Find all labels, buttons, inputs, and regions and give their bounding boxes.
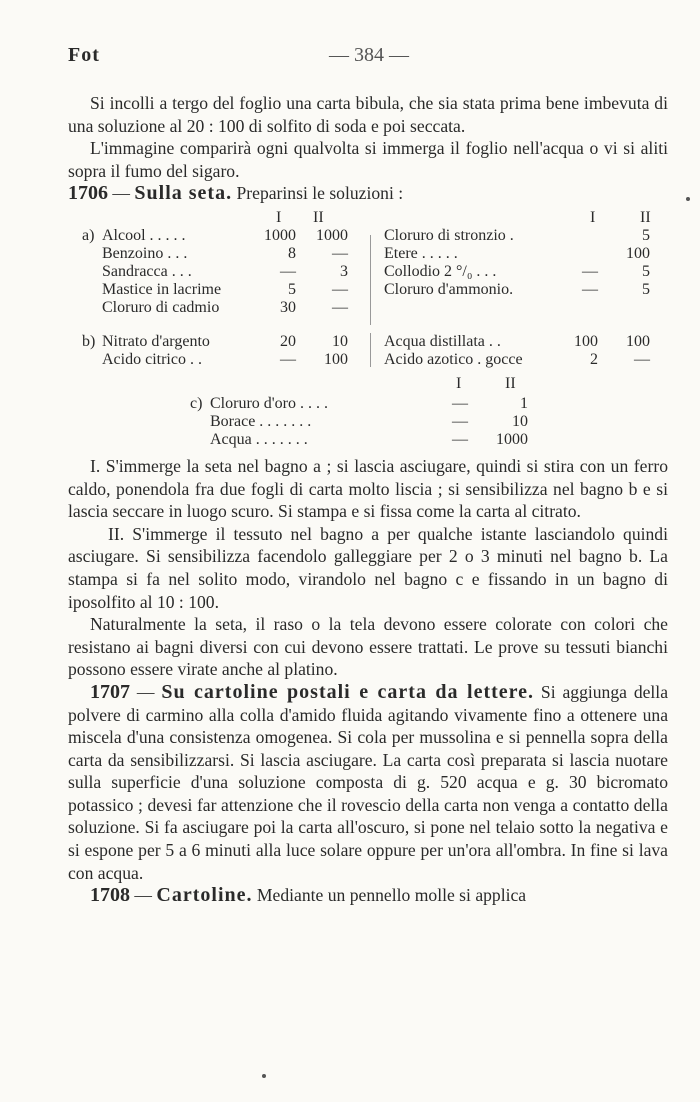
c-i-0: — bbox=[452, 394, 468, 412]
col-header-II: II bbox=[313, 208, 324, 226]
b-right-i-1: 2 bbox=[590, 350, 598, 368]
a-left-ii-4: — bbox=[332, 298, 348, 316]
a-right-name-3: Cloruro d'ammonio. bbox=[384, 280, 514, 298]
recipe-table bbox=[68, 205, 668, 495]
margin-speck bbox=[686, 197, 690, 201]
section-1708 bbox=[68, 884, 668, 907]
col-header-I: I bbox=[276, 208, 282, 226]
c-name-0: Cloruro d'oro . . . . bbox=[210, 394, 328, 412]
b-right-i-0: 100 bbox=[574, 332, 598, 350]
page-number: — 384 — bbox=[329, 44, 409, 66]
a-left-i-1: 8 bbox=[288, 244, 296, 262]
a-right-ii-3: 5 bbox=[642, 280, 650, 298]
section-title: Su cartoline postali e carta da lettere. bbox=[161, 680, 535, 703]
b-left-name-1: Acido citrico . . bbox=[102, 350, 202, 368]
a-right-name-1: Etere . . . . . bbox=[384, 244, 458, 262]
b-right-ii-1: — bbox=[634, 350, 650, 368]
col-header-I-right: I bbox=[590, 208, 596, 226]
a-left-ii-0: 1000 bbox=[316, 226, 348, 244]
a-right-i-2: — bbox=[582, 262, 598, 280]
a-left-name-3: Mastice in lacrime bbox=[102, 280, 222, 298]
b-left-ii-0: 10 bbox=[332, 332, 348, 350]
label-a: a) bbox=[82, 226, 95, 244]
section-dash: — bbox=[112, 183, 130, 204]
section-number: 1707 bbox=[90, 680, 130, 703]
a-left-i-3: 5 bbox=[288, 280, 296, 298]
paragraph-intro-2: L'immagine comparirà ogni qualvolta si immerga il foglio nell'acqua o vi si aliti sopra il fumo del sigaro. bbox=[68, 138, 668, 181]
a-left-name-1: Benzoino . . . bbox=[102, 244, 188, 262]
col-header-II-right: II bbox=[640, 208, 651, 226]
b-left-i-0: 20 bbox=[280, 332, 296, 350]
paragraph-method-II: II. S'immerge il tessuto nel bagno a per qualche istante lasciandolo quindi asciugare. Si sensibilizza facendolo galleggiare per 2 o 3 minuti nel bagno b. La stampa si fa nel solito modo, virandolo nel bagno c e fissando in un bagno di iposolfito al 10 : 100. bbox=[68, 523, 668, 612]
running-head: Fot bbox=[68, 44, 100, 66]
section-text: Si aggiunga della polvere di carmino alla colla d'amido fluida agitando vivamente fino a ottenere una miscela d'una consistenza omogenea. Si cola per mussolina e si pennella sopra della carta da sensibilizzarsi. Si lascia asciugare. La carta così preparata si lascia nuotare sulla superficie d'una soluzione composta di g. 520 acqua e g. 30 bicromato potassico ; devesi far attenzione che il rovescio della carta non venga a contatto della soluzione. Si fa asciugare poi la carta all'oscuro, si pone nel telaio sotto la negativa e si espone per 5 a 6 minuti alla luce solare oppure per un'ora all'ombra. In fine si lava con acqua. bbox=[68, 681, 669, 883]
paragraph-intro-1: Si incolli a tergo del foglio una carta bibula, che sia stata prima bene imbevuta di una soluzione al 20 : 100 di solfito di soda e poi seccata. bbox=[68, 93, 668, 136]
footer-speck bbox=[262, 1074, 266, 1078]
section-number: 1706 bbox=[68, 182, 108, 205]
section-lead: Preparinsi le soluzioni : bbox=[236, 183, 404, 204]
a-right-ii-2: 5 bbox=[642, 262, 650, 280]
page-body bbox=[68, 92, 668, 907]
a-left-ii-2: 3 bbox=[340, 262, 348, 280]
a-left-i-2: — bbox=[280, 262, 296, 280]
c-col-header-I: I bbox=[456, 374, 462, 392]
a-right-name-0: Cloruro di stronzio . bbox=[384, 226, 514, 244]
c-name-2: Acqua . . . . . . . bbox=[210, 430, 308, 448]
c-name-1: Borace . . . . . . . bbox=[210, 412, 312, 430]
a-left-name-4: Cloruro di cadmio bbox=[102, 298, 220, 316]
c-i-1: — bbox=[452, 412, 468, 430]
c-ii-0: 1 bbox=[520, 394, 528, 412]
column-separator bbox=[370, 235, 371, 325]
b-right-ii-0: 100 bbox=[626, 332, 650, 350]
a-left-name-2: Sandracca . . . bbox=[102, 262, 192, 280]
section-title: Cartoline. bbox=[156, 884, 253, 907]
section-1706-heading bbox=[68, 182, 668, 205]
a-left-i-4: 30 bbox=[280, 298, 296, 316]
a-right-ii-1: 100 bbox=[626, 244, 650, 262]
c-col-header-II: II bbox=[505, 374, 516, 392]
a-right-name-2: Collodio 2 °/₀ . . . bbox=[384, 262, 497, 280]
column-separator bbox=[370, 333, 371, 367]
paragraph-naturalmente: Naturalmente la seta, il raso o la tela devono essere colorate con colori che resistano ai bagni diversi con cui devono essere trattati. Le prove su tessuti bianchi possono essere virate anche al platino. bbox=[68, 614, 668, 680]
section-number: 1708 bbox=[90, 884, 130, 907]
c-ii-2: 1000 bbox=[496, 430, 528, 448]
b-left-name-0: Nitrato d'argento bbox=[102, 332, 210, 350]
page-header bbox=[68, 44, 670, 68]
a-left-ii-3: — bbox=[332, 280, 348, 298]
label-c: c) bbox=[190, 394, 203, 412]
section-title: Sulla seta. bbox=[134, 182, 233, 205]
b-left-ii-1: 100 bbox=[324, 350, 348, 368]
a-left-ii-1: — bbox=[332, 244, 348, 262]
paragraph-method-I: I. S'immerge la seta nel bagno a ; si lascia asciugare, quindi si stira con un ferro caldo, ponendola fra due fogli di carta molto liscia ; si sensibilizza nel bagno b e si lascia seccare in luogo scuro. Si stampa e si fissa come la carta al citrato. bbox=[68, 455, 668, 522]
c-i-2: — bbox=[452, 430, 468, 448]
a-left-name-0: Alcool . . . . . bbox=[102, 226, 186, 244]
b-left-i-1: — bbox=[280, 350, 296, 368]
a-right-i-3: — bbox=[582, 280, 598, 298]
section-1707 bbox=[68, 681, 668, 884]
a-left-i-0: 1000 bbox=[264, 226, 296, 244]
section-text: Mediante un pennello molle si applica bbox=[256, 885, 527, 906]
b-right-name-1: Acido azotico . gocce bbox=[384, 350, 523, 368]
b-right-name-0: Acqua distillata . . bbox=[384, 332, 501, 350]
c-ii-1: 10 bbox=[512, 412, 528, 430]
section-dash: — bbox=[134, 885, 152, 906]
label-b: b) bbox=[82, 332, 96, 350]
a-right-ii-0: 5 bbox=[642, 226, 650, 244]
section-dash: — bbox=[136, 681, 155, 702]
